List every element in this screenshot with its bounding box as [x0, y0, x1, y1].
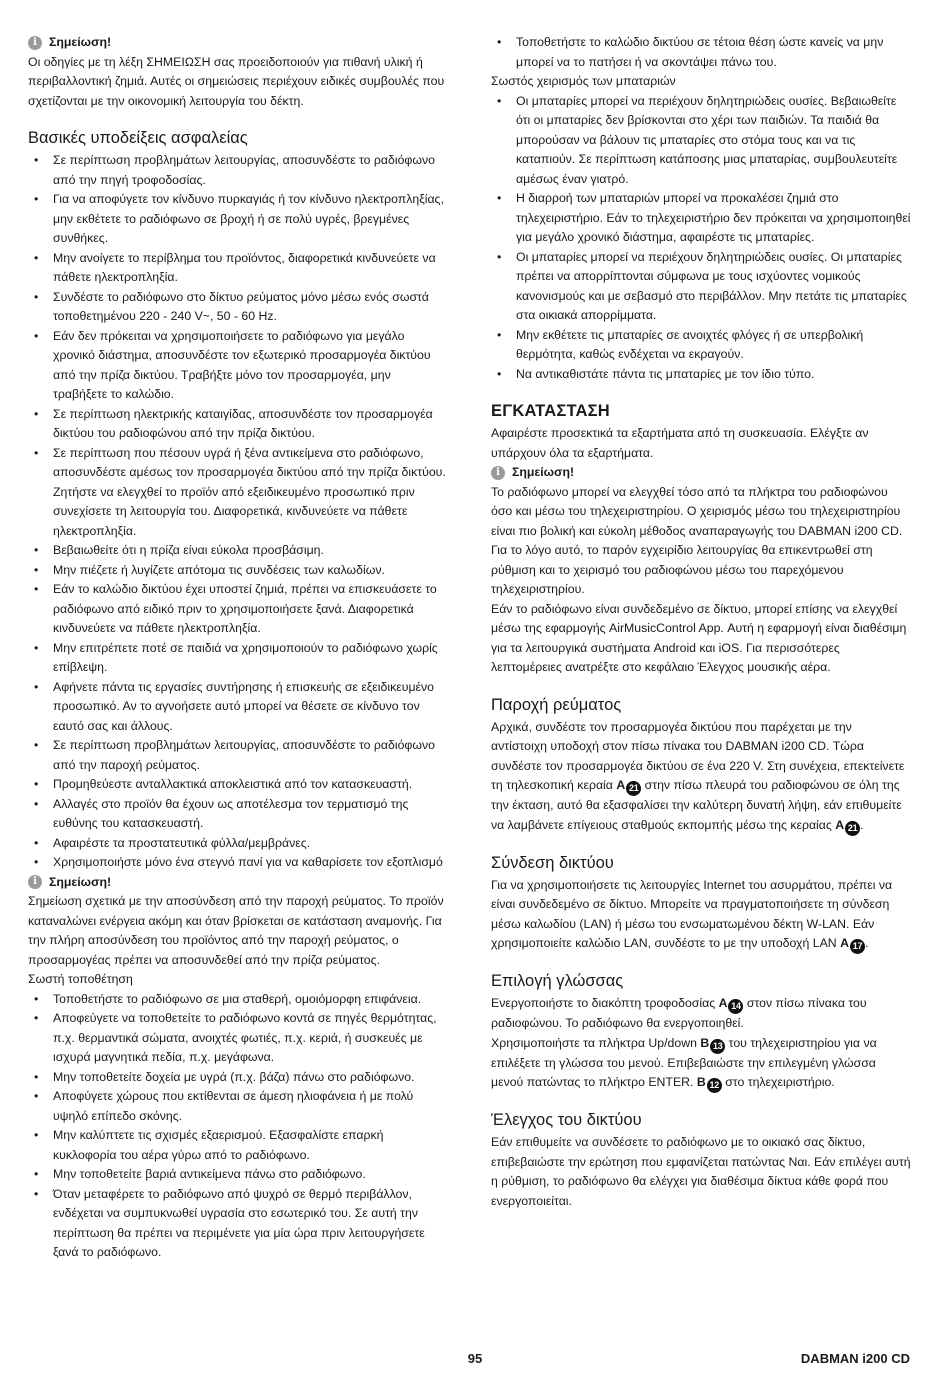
note-title: Σημείωση! — [49, 35, 112, 49]
list-item: • Να αντικαθιστάτε πάντα τις μπαταρίες με τον ίδιο τύπο. — [491, 365, 911, 385]
install-text: Αφαιρέστε προσεκτικά τα εξαρτήματα από τη συσκευασία. Ελέγξτε αν υπάρχουν όλα τα εξαρτήματα. — [491, 426, 869, 460]
left-column — [28, 33, 446, 1263]
note-heading — [491, 463, 911, 483]
list-item: • Βεβαιωθείτε ότι η πρίζα είναι εύκολα προσβάσιμη. — [28, 541, 446, 561]
list-item: • Συνδέστε το ραδιόφωνο στο δίκτυο ρεύματος μόνο μέσω ενός σωστά τοποθετημένου 220 - 240 V~, 50 - 60 Hz. — [28, 288, 446, 327]
text-run: στον πίσω πίνακα του ραδιοφώνου. Το ραδιόφωνο θα ενεργοποιηθεί. — [491, 996, 867, 1030]
note-text: Οι οδηγίες με τη λέξη ΣΗΜΕΙΩΣΗ σας προειδοποιούν για πιθανή υλική ή περιβαλλοντική ζημιά. Αυτές οι σημειώσεις περιέχουν ειδικές συμβουλές που σχετίζονται με την οικονομική λειτουργία του δέκτη. — [28, 54, 445, 108]
battery-list — [491, 92, 911, 385]
reference-letter: B — [700, 1035, 710, 1050]
reference-letter: A — [616, 778, 626, 792]
text-run: Αρχικά, συνδέστε τον προσαρμογέα δικτύου που παρέχεται με την αντίστοιχη υποδοχή στον πίσω πίνακα του DABMAN i200 CD. Τώρα συνδέστε τον προσαρμογέα δικτύου σε ένα 220 V. Στη συνέχεια, επεκτείνετε τη τηλεσκοπική κεραία — [491, 719, 905, 792]
note-text: Σημείωση σχετικά με την αποσύνδεση από την παροχή ρεύματος. Το προϊόν καταναλώνει ενέργεια ακόμη και όταν βρίσκεται σε κατάσταση αναμονής. Για την πλήρη αποσύνδεση του προϊόντος από την παροχή ρεύματος, ο προσαρμογέας πρέπει να αποσυνδεθεί από την πρίζα ρεύματος. — [28, 894, 444, 967]
placement-list — [28, 990, 446, 1263]
info-icon: i — [28, 875, 42, 889]
note-text: Εάν το ραδιόφωνο είναι συνδεδεμένο σε δίκτυο, μπορεί επίσης να ελεγχθεί μέσω της εφαρμογής AirMusicControl App. Αυτή η εφαρμογή είναι διαθέσιμη για τα λειτουργικά συστήματα Android και iOS. Για περισσότερες λεπτομέρειες ανατρέξτε στο κεφάλαιο Έλεγχος μουσικής αέρα. — [491, 601, 907, 674]
reference-number-badge: 12 — [707, 1078, 722, 1093]
list-item: • Μην τοποθετείτε βαριά αντικείμενα πάνω στο ραδιόφωνο. — [28, 1165, 446, 1185]
reference-letter: A — [718, 996, 728, 1010]
list-item: • Εάν δεν πρόκειται να χρησιμοποιήσετε το ραδιόφωνο για μεγάλο χρονικό διάστημα, αποσυνδέστε τον εξωτερικό προσαρμογέα δικτύου από την πρίζα δικτύου. Τραβήξτε μόνο τον προσαρμογέα, μην τραβήξετε το καλώδιο. — [28, 327, 446, 405]
text-run: . — [864, 936, 869, 950]
text-run: Χρησιμοποιήστε τα πλήκτρα Up/down — [491, 1035, 697, 1050]
list-item: • Μην τοποθετείτε δοχεία με υγρά (π.χ. βάζα) πάνω στο ραδιόφωνο. — [28, 1068, 446, 1088]
list-item: • Όταν μεταφέρετε το ραδιόφωνο από ψυχρό σε θερμό περιβάλλον, ενδέχεται να συμπυκνωθεί υγρασία στο εσωτερικό του. Σε αυτή την περίπτωση θα πρέπει να περιμένετε για μία ώρα πριν λειτουργήσετε ξανά το ραδιόφωνο. — [28, 1185, 446, 1263]
list-item: • Αποφεύγετε να τοποθετείτε το ραδιόφωνο κοντά σε πηγές θερμότητας, π.χ. θερμαντικά σώματα, ανοιχτές φωτιές, π.χ. κεριά, ή συσκευές με ισχυρά μαγνητικά πεδία, π.χ. μεγάφωνα. — [28, 1009, 446, 1068]
list-item: • Αποφύγετε χώρους που εκτίθενται σε άμεση ηλιοφάνεια ή με πολύ υψηλό επίπεδο σκόνης. — [28, 1087, 446, 1126]
list-item: • Αφήνετε πάντα τις εργασίες συντήρησης ή επισκευής σε εξειδικευμένο προσωπικό. Αν το αγνοήσετε αυτό μπορεί να θέσετε σε κίνδυνο τον εαυτό σας και άλλους. — [28, 678, 446, 737]
list-item: • Μην εκθέτετε τις μπαταρίες σε ανοιχτές φλόγες ή σε υπερβολική θερμότητα, καθώς ενδέχεται να εκραγούν. — [491, 326, 911, 365]
list-item: • Προμηθεύεστε ανταλλακτικά αποκλειστικά από τον κατασκευαστή. — [28, 775, 446, 795]
note-heading — [28, 33, 446, 53]
list-item: • Οι μπαταρίες μπορεί να περιέχουν δηλητηριώδεις ουσίες. Οι μπαταρίες πρέπει να απορρίπτονται σύμφωνα με τους ισχύοντες νομικούς κανονισμούς και με σεβασμό στο περιβάλλον. Μην πετάτε τις μπαταρίες στα οικιακά απορρίμματα. — [491, 248, 911, 326]
note-heading — [28, 873, 446, 893]
section-title-installation: ΕΓΚΑΤΑΣΤΑΣΗ — [491, 402, 610, 420]
safety-list — [28, 151, 446, 873]
list-item: • Σε περίπτωση προβλημάτων λειτουργίας, αποσυνδέστε το ραδιόφωνο από την πηγή τροφοδοσίας. — [28, 151, 446, 190]
list-item: • Η διαρροή των μπαταριών μπορεί να προκαλέσει ζημιά στο τηλεχειριστήριο. Εάν το τηλεχειριστήριο δεν πρόκειται να χρησιμοποιηθεί για μεγάλο χρονικό διάστημα, αφαιρέστε τις μπαταρίες. — [491, 189, 911, 248]
text-run: στο τηλεχειριστήριο. — [725, 1075, 835, 1089]
note-text: Το ραδιόφωνο μπορεί να ελεγχθεί τόσο από τα πλήκτρα του ραδιοφώνου όσο και μέσω του τηλεχειριστηρίου. Ο χειρισμός μέσω του τηλεχειριστηρίου είναι πιο βολική και εύκολη μέθοδος αναπαραγωγής του DABMAN i200 CD. Για το λόγο αυτό, το παρόν εγχειρίδιο λειτουργίας θα επικεντρωθεί στη ρύθμιση και το χειρισμό του ραδιοφώνου μέσω του παρεχόμενου τηλεχειριστηρίου. — [491, 484, 903, 596]
reference-number-badge: 14 — [728, 999, 743, 1014]
language-text — [491, 1034, 911, 1094]
power-text — [491, 718, 911, 836]
text-run: Για να χρησιμοποιήσετε τις λειτουργίες Internet του ασυρμάτου, πρέπει να είναι συνδεδεμένο σε δίκτυο. Μπορείτε να πραγματοποιήσετε τη σύνδεση μέσω καλωδίου (LAN) ή μέσω του ενσωματωμένου δέκτη W-LAN. Εάν χρησιμοποιείτε καλώδιο LAN, συνδέστε το με την υποδοχή LAN — [491, 877, 893, 950]
list-item: • Μην ανοίγετε το περίβλημα του προϊόντος, διαφορετικά κινδυνεύετε να πάθετε ηλεκτροπληξία. — [28, 249, 446, 288]
note-title: Σημείωση! — [49, 874, 112, 889]
info-icon: i — [491, 466, 505, 480]
network-check-text: Εάν επιθυμείτε να συνδέσετε το ραδιόφωνο με το οικιακό σας δίκτυο, επιβεβαιώστε την ερώτηση που εμφανίζεται πατώντας Ναι. Εάν επιλέγει αυτή η ρύθμιση, το ραδιόφωνο θα ελέγχει για διαθέσιμα δίκτυα κάθε φορά που ενεργοποιείται. — [491, 1135, 911, 1208]
list-item: • Τοποθετήστε το ραδιόφωνο σε μια σταθερή, ομοιόμορφη επιφάνεια. — [28, 990, 446, 1010]
reference-letter: A — [840, 936, 849, 950]
info-icon: i — [28, 36, 42, 50]
section-title-safety: Βασικές υποδείξεις ασφαλείας — [28, 129, 248, 147]
reference-letter: A — [835, 817, 845, 832]
section-title-network: Σύνδεση δικτύου — [491, 853, 614, 872]
list-item: • Χρησιμοποιήστε μόνο ένα στεγνό πανί για να καθαρίσετε τον εξοπλισμό — [28, 853, 446, 873]
section-title-language: Επιλογή γλώσσας — [491, 972, 624, 990]
note-title: Σημείωση! — [512, 465, 575, 479]
right-column — [491, 33, 911, 1211]
list-item: • Μην πιέζετε ή λυγίζετε απότομα τις συνδέσεις των καλωδίων. — [28, 561, 446, 581]
list-item: • Σε περίπτωση που πέσουν υγρά ή ξένα αντικείμενα στο ραδιόφωνο, αποσυνδέστε αμέσως τον προσαρμογέα δικτύου από την πρίζα δικτύου. Ζητήστε να ελεγχθεί το προϊόν από εξειδικευμένο προσωπικό πριν συνεχίσετε τη λειτουργία του. Διαφορετικά, κινδυνεύετε να πάθετε ηλεκτροπληξία. — [28, 444, 446, 542]
list-item: • Μην επιτρέπετε ποτέ σε παιδιά να χρησιμοποιούν το ραδιόφωνο χωρίς επίβλεψη. — [28, 639, 446, 678]
list-item: • Αφαιρέστε τα προστατευτικά φύλλα/μεμβράνες. — [28, 834, 446, 854]
reference-number-badge: 21 — [626, 781, 641, 796]
list-item: • Αλλαγές στο προϊόν θα έχουν ως αποτέλεσμα τον τερματισμό της ευθύνης του κατασκευαστή. — [28, 795, 446, 834]
footer-model-name: DABMAN i200 CD — [800, 1351, 910, 1366]
network-text — [491, 876, 911, 955]
list-item: • Εάν το καλώδιο δικτύου έχει υποστεί ζημιά, πρέπει να επισκευάσετε το ραδιόφωνο από ειδικό πριν το χρησιμοποιήσετε ξανά. Διαφορετικά κινδυνεύετε να πάθετε ηλεκτροπληξία. — [28, 580, 446, 639]
list-item: • Σε περίπτωση προβλημάτων λειτουργίας, αποσυνδέστε το ραδιόφωνο από την παροχή ρεύματος. — [28, 736, 446, 775]
reference-letter: B — [696, 1075, 706, 1089]
list-item: • Για να αποφύγετε τον κίνδυνο πυρκαγιάς ή τον κίνδυνο ηλεκτροπληξίας, μην εκθέτετε το ραδιόφωνο σε βροχή ή σε πολύ υγρές, βρεγμένες συνθήκες. — [28, 190, 446, 249]
text-run: στην πίσω πλευρά του ραδιοφώνου σε όλη της την έκταση, αυτό θα εξασφαλίσει την καλύτερη δυνατή λήψη, εάν επιθυμείτε να λαμβάνετε επίγειους σταθμούς εκπομπής μέσω της κεραίας — [491, 778, 902, 832]
reference-number-badge: 21 — [845, 821, 860, 836]
text-run: . — [860, 817, 864, 832]
language-text — [491, 994, 911, 1034]
reference-number-badge: 17 — [850, 939, 865, 954]
list-item: • Τοποθετήστε το καλώδιο δικτύου σε τέτοια θέση ώστε κανείς να μην μπορεί να το πατήσει ή να σκοντάψει πάνω του. — [491, 33, 911, 72]
list-item: • Σε περίπτωση ηλεκτρικής καταιγίδας, αποσυνδέστε τον προσαρμογέα δικτύου του ραδιοφώνου από την πρίζα δικτύου. — [28, 405, 446, 444]
section-title-power: Παροχή ρεύματος — [491, 695, 622, 714]
reference-number-badge: 13 — [710, 1039, 725, 1054]
page-number: 95 — [467, 1351, 483, 1366]
cable-list — [491, 33, 911, 72]
list-item: • Μην καλύπτετε τις σχισμές εξαερισμού. Εξασφαλίστε επαρκή κυκλοφορία του αέρα γύρω από το ραδιόφωνο. — [28, 1126, 446, 1165]
list-item: • Οι μπαταρίες μπορεί να περιέχουν δηλητηριώδεις ουσίες. Βεβαιωθείτε ότι οι μπαταρίες δεν βρίσκονται στο χέρι των παιδιών. Τα παιδιά θα μπορούσαν να βάλουν τις μπαταρίες στο στόμα τους και να τις καταπιούν. Σε περίπτωση κατάποσης μιας μπαταρίας, συμβουλευτείτε αμέσως έναν γιατρό. — [491, 92, 911, 190]
subsection-title-batteries: Σωστός χειρισμός των μπαταριών — [491, 74, 676, 88]
section-title-network-check: Έλεγχος του δικτύου — [491, 1111, 642, 1129]
text-run: Ενεργοποιήστε το διακόπτη τροφοδοσίας — [491, 996, 716, 1010]
text-run: του τηλεχειριστηρίου για να επιλέξετε τη γλώσσα του μενού. Επιβεβαιώστε την επιλεγμένη γλώσσα μενού πατώντας το πλήκτρο ENTER. — [491, 1035, 877, 1089]
subsection-title-placement: Σωστή τοποθέτηση — [28, 972, 133, 986]
